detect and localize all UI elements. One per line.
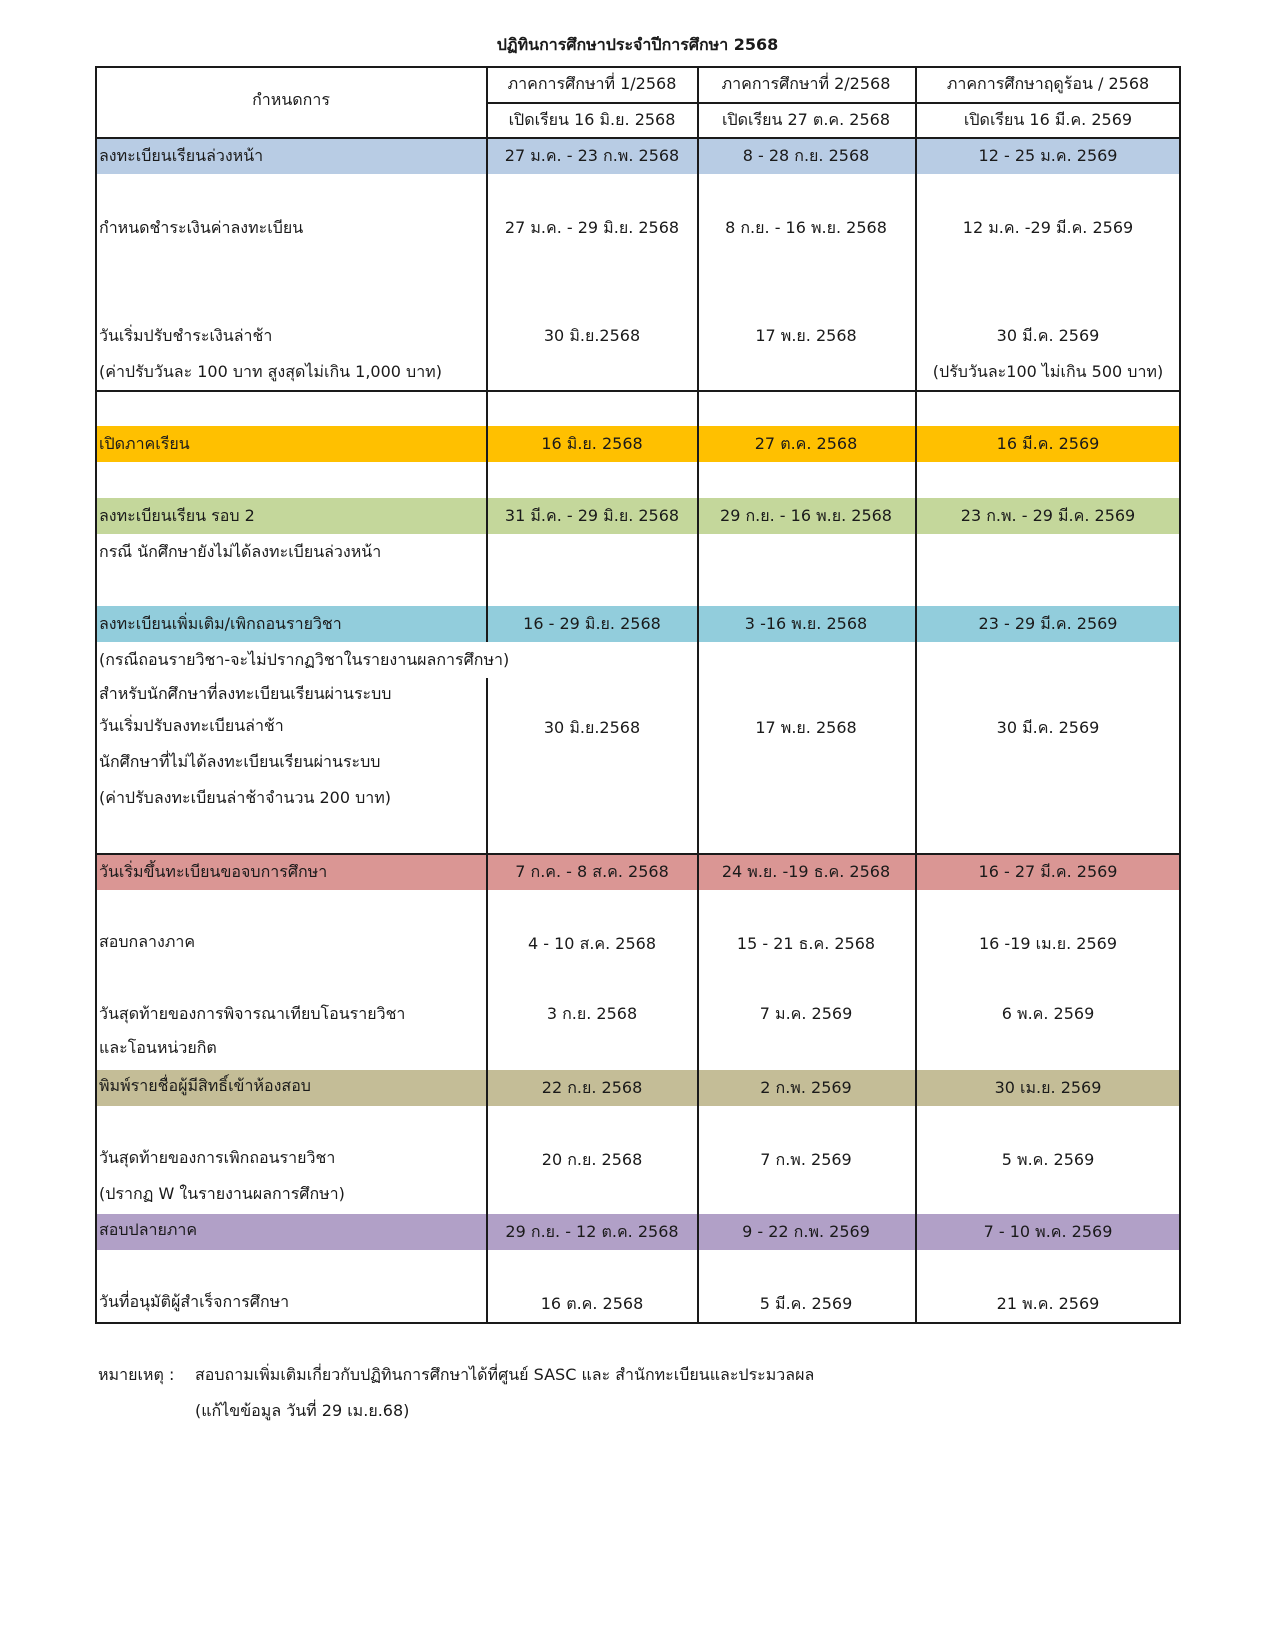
table-border-right [1179, 66, 1181, 1324]
row-sub-latefee: (ค่าปรับวันละ 100 บาท สูงสุดไม่เกิน 1,000 บาท) [99, 362, 442, 381]
cell-final-t3: 7 - 10 พ.ค. 2569 [983, 1222, 1113, 1241]
header-divider [486, 102, 1181, 104]
table-border-top [95, 66, 1181, 68]
row-label-latereg-4: (ค่าปรับลงทะเบียนล่าช้าจำนวน 200 บาท) [99, 788, 392, 807]
cell-open-t1: 16 มิ.ย. 2568 [541, 434, 643, 453]
row-label-graduate: วันเริ่มขึ้นทะเบียนขอจบการศึกษา [99, 862, 328, 881]
row-label-final: สอบปลายภาค [99, 1220, 198, 1239]
cell-transfer-t3: 6 พ.ค. 2569 [1001, 1004, 1095, 1023]
header-open-term-2: เปิดเรียน 27 ต.ค. 2568 [722, 110, 890, 129]
cell-latefee-t2: 17 พ.ย. 2568 [755, 326, 857, 345]
table-border-left [95, 66, 97, 1324]
cell-eligible-t1: 22 ก.ย. 2568 [541, 1078, 643, 1097]
row-label-approve: วันที่อนุมัติผู้สำเร็จการศึกษา [99, 1292, 290, 1311]
header-bottom [95, 137, 1181, 139]
cell-approve-t1: 16 ต.ค. 2568 [540, 1294, 644, 1313]
cell-latefee-t3-note: (ปรับวันละ100 ไม่เกิน 500 บาท) [932, 362, 1164, 381]
row-label-latereg-2: วันเริ่มปรับลงทะเบียนล่าช้า [99, 716, 284, 735]
header-term-1: ภาคการศึกษาที่ 1/2568 [507, 74, 677, 93]
cell-reg2-t1: 31 มี.ค. - 29 มิ.ย. 2568 [504, 506, 680, 525]
cell-latereg-t3: 30 มี.ค. 2569 [996, 718, 1100, 737]
note-edit-date: (แก้ไขข้อมูล วันที่ 29 เม.ย.68) [195, 1401, 410, 1420]
cell-final-t2: 9 - 22 ก.พ. 2569 [742, 1222, 870, 1241]
row-label-open: เปิดภาคเรียน [99, 434, 190, 453]
cell-adddrop-t3: 23 - 29 มี.ค. 2569 [978, 614, 1118, 633]
cell-withdraw-t3: 5 พ.ค. 2569 [1001, 1150, 1095, 1169]
cell-graduate-t2: 24 พ.ย. -19 ธ.ค. 2568 [721, 862, 891, 881]
note-text: สอบถามเพิ่มเติมเกี่ยวกับปฏิทินการศึกษาได้ที่ศูนย์ SASC และ สำนักทะเบียนและประมวลผล [195, 1365, 815, 1384]
cell-fee-t3: 12 ม.ค. -29 มี.ค. 2569 [962, 218, 1134, 237]
row-label-withdraw: วันสุดท้ายของการเพิกถอนรายวิชา [99, 1148, 336, 1167]
row-sub-adddrop: (กรณีถอนรายวิชา-จะไม่ปรากฏวิชาในรายงานผลการศึกษา) [99, 650, 510, 669]
column-divider [486, 66, 488, 642]
section-divider [95, 853, 1181, 855]
row-sub-withdraw: (ปรากฏ W ในรายงานผลการศึกษา) [99, 1184, 345, 1203]
cell-adddrop-t2: 3 -16 พ.ย. 2568 [744, 614, 868, 633]
cell-reg2-t2: 29 ก.ย. - 16 พ.ย. 2568 [720, 506, 892, 525]
row-label-transfer: วันสุดท้ายของการพิจารณาเทียบโอนรายวิชา [99, 1004, 406, 1023]
cell-latereg-t1: 30 มิ.ย.2568 [543, 718, 641, 737]
section-divider [95, 390, 1181, 392]
header-term-summer: ภาคการศึกษาฤดูร้อน / 2568 [946, 74, 1150, 93]
cell-fee-t2: 8 ก.ย. - 16 พ.ย. 2568 [725, 218, 887, 237]
cell-latereg-t2: 17 พ.ย. 2568 [755, 718, 857, 737]
row-label-adddrop: ลงทะเบียนเพิ่มเติม/เพิกถอนรายวิชา [99, 614, 342, 633]
column-divider [486, 678, 488, 1324]
row-sub-transfer: และโอนหน่วยกิต [99, 1038, 217, 1057]
row-label-fee: กำหนดชำระเงินค่าลงทะเบียน [99, 218, 304, 237]
cell-transfer-t1: 3 ก.ย. 2568 [546, 1004, 638, 1023]
header-open-term-summer: เปิดเรียน 16 มี.ค. 2569 [963, 110, 1133, 129]
cell-midterm-t2: 15 - 21 ธ.ค. 2568 [736, 934, 876, 953]
cell-latefee-t3: 30 มี.ค. 2569 [996, 326, 1100, 345]
cell-approve-t2: 5 มี.ค. 2569 [759, 1294, 853, 1313]
column-divider [915, 66, 917, 1324]
table-border-bottom [95, 1322, 1181, 1324]
header-term-2: ภาคการศึกษาที่ 2/2568 [721, 74, 891, 93]
column-divider [697, 66, 699, 1324]
header-open-term-1: เปิดเรียน 16 มิ.ย. 2568 [508, 110, 676, 129]
cell-transfer-t2: 7 ม.ค. 2569 [759, 1004, 853, 1023]
page-title: ปฏิทินการศึกษาประจำปีการศึกษา 2568 [496, 35, 779, 54]
cell-withdraw-t2: 7 ก.พ. 2569 [760, 1150, 852, 1169]
row-label-latereg-1: สำหรับนักศึกษาที่ลงทะเบียนเรียนผ่านระบบ [99, 684, 392, 703]
note-label: หมายเหตุ : [98, 1365, 175, 1384]
cell-reg2-t3: 23 ก.พ. - 29 มี.ค. 2569 [960, 506, 1136, 525]
cell-midterm-t1: 4 - 10 ส.ค. 2568 [527, 934, 657, 953]
cell-withdraw-t1: 20 ก.ย. 2568 [541, 1150, 643, 1169]
cell-prereg-t3: 12 - 25 ม.ค. 2569 [978, 146, 1118, 165]
row-label-latereg-3: นักศึกษาที่ไม่ได้ลงทะเบียนเรียนผ่านระบบ [99, 752, 381, 771]
row-sub-reg2: กรณี นักศึกษายังไม่ได้ลงทะเบียนล่วงหน้า [99, 542, 382, 561]
cell-prereg-t2: 8 - 28 ก.ย. 2568 [742, 146, 870, 165]
row-label-eligible: พิมพ์รายชื่อผู้มีสิทธิ์เข้าห้องสอบ [99, 1076, 311, 1095]
row-label-latefee: วันเริ่มปรับชำระเงินล่าช้า [99, 326, 273, 345]
cell-eligible-t3: 30 เม.ย. 2569 [994, 1078, 1102, 1097]
row-label-reg2: ลงทะเบียนเรียน รอบ 2 [99, 506, 255, 525]
cell-open-t3: 16 มี.ค. 2569 [996, 434, 1100, 453]
cell-fee-t1: 27 ม.ค. - 29 มิ.ย. 2568 [504, 218, 680, 237]
cell-adddrop-t1: 16 - 29 มิ.ย. 2568 [523, 614, 661, 633]
row-label-prereg: ลงทะเบียนเรียนล่วงหน้า [99, 146, 264, 165]
cell-approve-t3: 21 พ.ค. 2569 [996, 1294, 1100, 1313]
cell-graduate-t3: 16 - 27 มี.ค. 2569 [978, 862, 1118, 881]
header-schedule: กำหนดการ [252, 90, 330, 109]
cell-latefee-t1: 30 มิ.ย.2568 [543, 326, 641, 345]
cell-eligible-t2: 2 ก.พ. 2569 [760, 1078, 852, 1097]
cell-prereg-t1: 27 ม.ค. - 23 ก.พ. 2568 [504, 146, 680, 165]
cell-open-t2: 27 ต.ค. 2568 [754, 434, 858, 453]
cell-final-t1: 29 ก.ย. - 12 ต.ค. 2568 [505, 1222, 679, 1241]
row-label-midterm: สอบกลางภาค [99, 932, 196, 951]
cell-graduate-t1: 7 ก.ค. - 8 ส.ค. 2568 [515, 862, 669, 881]
cell-midterm-t3: 16 -19 เม.ย. 2569 [978, 934, 1118, 953]
